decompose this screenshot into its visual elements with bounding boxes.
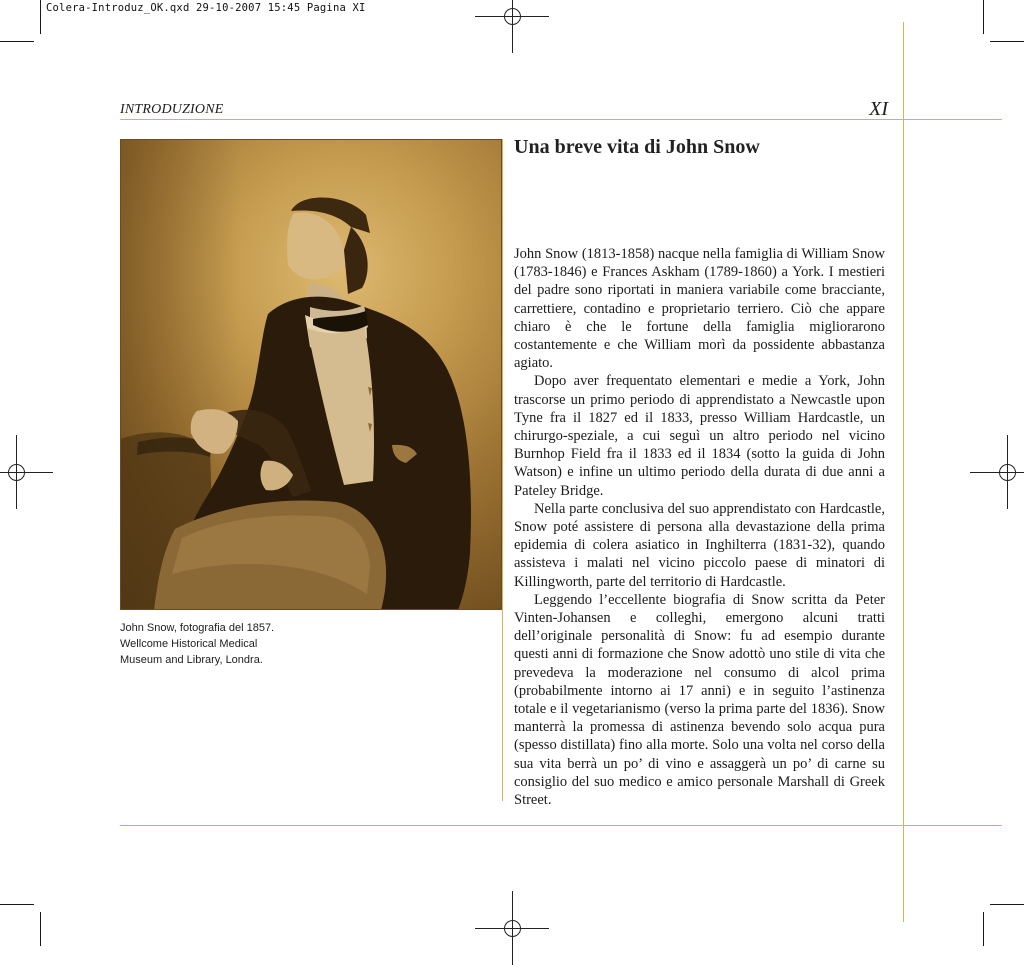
crop-mark-bottom-left-vertical	[40, 912, 41, 946]
crop-mark-top-left-horizontal	[0, 41, 34, 42]
print-slug: Colera-Introduz_OK.qxd 29-10-2007 15:45 Pagina XI	[46, 2, 366, 14]
column-separator	[502, 139, 503, 801]
caption-line: John Snow, fotografia del 1857.	[120, 622, 275, 634]
crop-mark-bottom-right-vertical	[983, 912, 984, 946]
paragraph: John Snow (1813-1858) nacque nella famiglia di William Snow (1783-1846) e Frances Askham (1789-1860) a York. I mestieri del padre sono riportati in maniera variabile come bracciante, carrettiere, contadino e proprietario terriero. Ciò che appare chiaro è che le fortune della famiglia migliorarono costantemente e che William morì da possidente abbastanza agiato.	[514, 246, 885, 372]
paragraph: Nella parte conclusiva del suo apprendistato con Hardcastle, Snow poté assistere di persona alla devastazione della prima epidemia di colera asiatico in Inghilterra (1831-32), quando assisteva i malati nel vicino piccolo paese di minatori di Killingworth, parte del territorio di Hardcastle.	[514, 500, 885, 590]
caption-line: Wellcome Historical Medical	[120, 638, 258, 650]
crop-mark-top-right-horizontal	[990, 41, 1024, 42]
registration-mark-icon	[992, 457, 1022, 487]
crop-mark-top-left-vertical	[40, 0, 41, 34]
registration-mark-icon	[497, 1, 527, 31]
crop-mark-bottom-right-horizontal	[990, 904, 1024, 905]
crop-mark-top-right-vertical	[983, 0, 984, 34]
body-text	[514, 245, 885, 809]
caption-line: Museum and Library, Londra.	[120, 654, 263, 666]
bottom-rule	[120, 825, 1002, 826]
registration-mark-icon	[1, 457, 31, 487]
crop-mark-bottom-left-horizontal	[0, 904, 34, 905]
running-head: INTRODUZIONE	[120, 102, 224, 117]
paragraph: Dopo aver frequentato elementari e medie a York, John trascorse un primo periodo di apprendistato a Newcastle upon Tyne fra il 1827 ed il 1833, presso William Hardcastle, un chirurgo-speziale, a cui seguì un altro periodo nel vicino Burnhop Field fra il 1833 ed il 1834 (sotto la guida di John Watson) e infine un ultimo periodo della durata di due anni a Pateley Bridge.	[514, 373, 885, 499]
page-number: XI	[869, 98, 888, 120]
paragraph: Leggendo l’eccellente biografia di Snow scritta da Peter Vinten-Johansen e colleghi, emergono alcuni tratti dell’originale personalità di Snow: fu ad esempio durante questi anni di formazione che Snow adottò uno stile di vita che prevedeva la moderazione nel consumo di alcol prima (probabilmente intorno ai 17 anni) e in seguito l’astinenza totale e il vegetarianismo (verso la prima parte del 1836). Snow manterrà la promessa di astinenza bevendo solo acqua pura (spesso distillata) fino alla morte. Solo una volta nel corso della sua vita berrà un po’ di vino e assaggerà un po’ di carne su consiglio del suo medico e amico personale Marshall di Greek Street.	[514, 591, 885, 809]
portrait-photo	[120, 139, 502, 610]
registration-mark-icon	[497, 913, 527, 943]
right-margin-rule	[903, 22, 904, 922]
photo-caption	[120, 620, 340, 668]
section-title: Una breve vita di John Snow	[514, 136, 760, 158]
